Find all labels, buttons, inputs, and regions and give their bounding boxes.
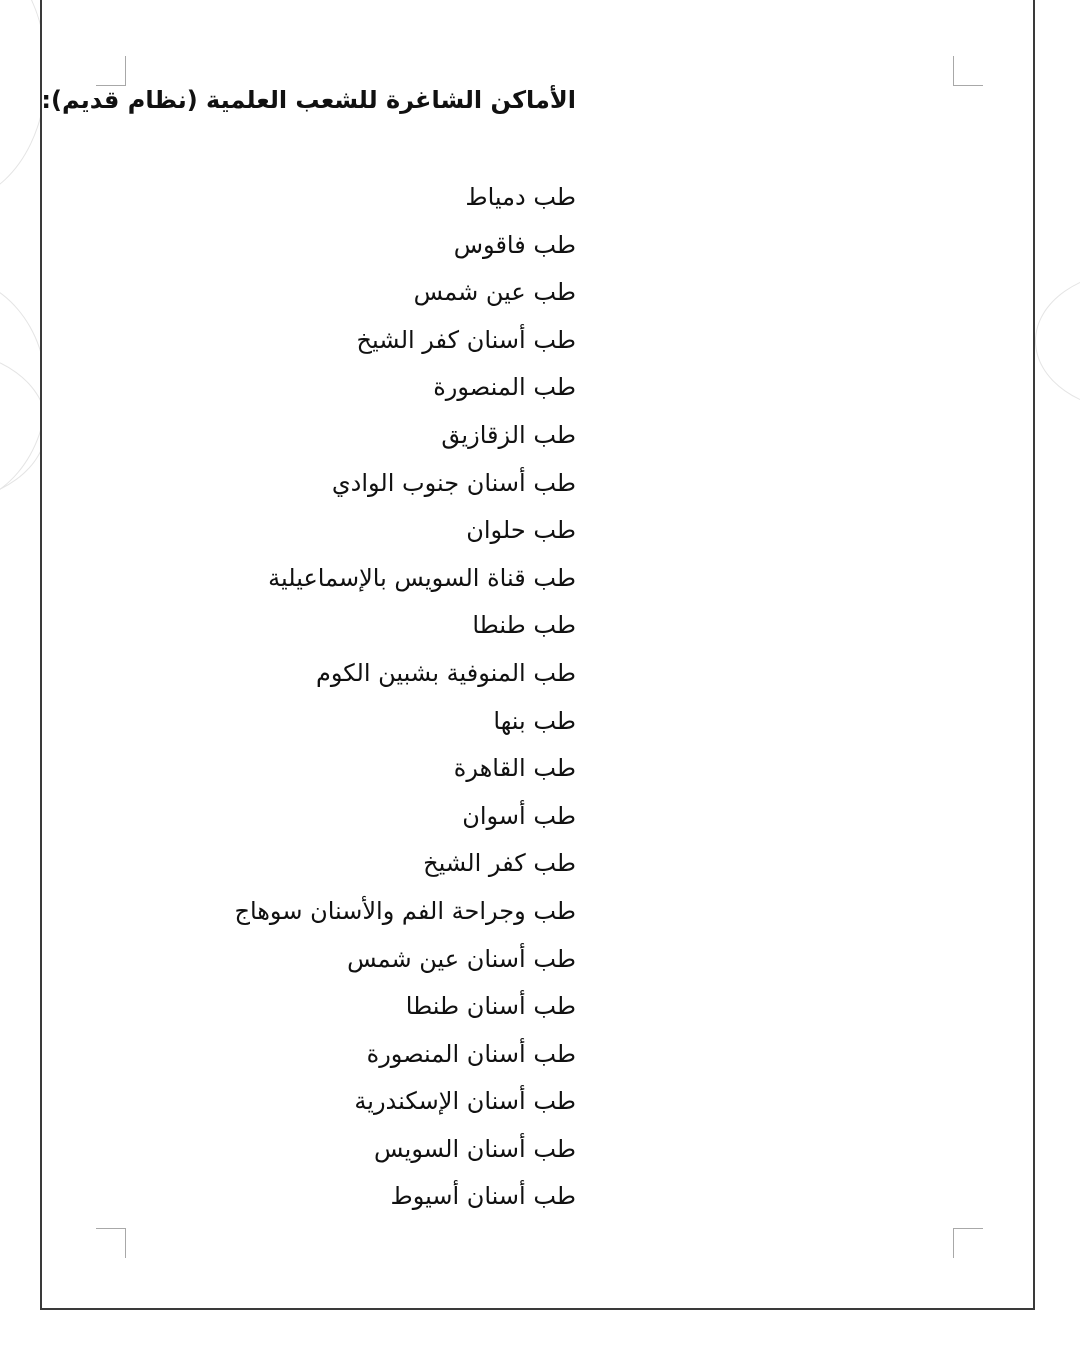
list-item: طب أسنان المنصورة bbox=[366, 1039, 576, 1068]
list-item: طب حلوان bbox=[466, 516, 576, 545]
corner-mark-top-right bbox=[953, 56, 983, 86]
list-item: طب بنها bbox=[493, 706, 576, 735]
document-title: الأماكن الشاغرة للشعب العلمية (نظام قديم): bbox=[41, 86, 576, 114]
list-item: طب وجراحة الفم والأسنان سوهاج bbox=[234, 896, 576, 925]
list-item: طب فاقوس bbox=[453, 230, 576, 259]
list-item: طب دمياط bbox=[465, 183, 576, 211]
faculty-list bbox=[126, 174, 576, 1221]
list-item: طب القاهرة bbox=[453, 754, 576, 783]
list-item: طب أسنان عين شمس bbox=[347, 944, 576, 973]
list-item: طب أسنان طنطا bbox=[405, 992, 576, 1021]
list-item: طب أسنان السويس bbox=[374, 1134, 576, 1163]
list-item: طب قناة السويس بالإسماعيلية bbox=[268, 563, 576, 592]
list-item: طب أسنان أسيوط bbox=[390, 1182, 576, 1211]
corner-mark-bottom-right bbox=[953, 1228, 983, 1258]
document-page bbox=[40, 0, 1035, 1310]
list-item: طب طنطا bbox=[472, 611, 576, 640]
list-item: طب عين شمس bbox=[413, 278, 576, 307]
list-item: طب الزقازيق bbox=[441, 420, 576, 449]
document-content bbox=[41, 78, 576, 1221]
list-item: طب كفر الشيخ bbox=[423, 849, 576, 878]
corner-mark-bottom-left bbox=[96, 1228, 126, 1258]
list-item: طب أسنان الإسكندرية bbox=[354, 1087, 576, 1116]
list-item: طب المنصورة bbox=[433, 373, 576, 402]
list-item: طب أسنان جنوب الوادي bbox=[331, 468, 576, 497]
list-item: طب أسوان bbox=[462, 801, 576, 830]
list-item: طب أسنان كفر الشيخ bbox=[356, 325, 576, 354]
list-item: طب المنوفية بشبين الكوم bbox=[316, 658, 576, 687]
background-arc-right bbox=[1035, 270, 1080, 412]
